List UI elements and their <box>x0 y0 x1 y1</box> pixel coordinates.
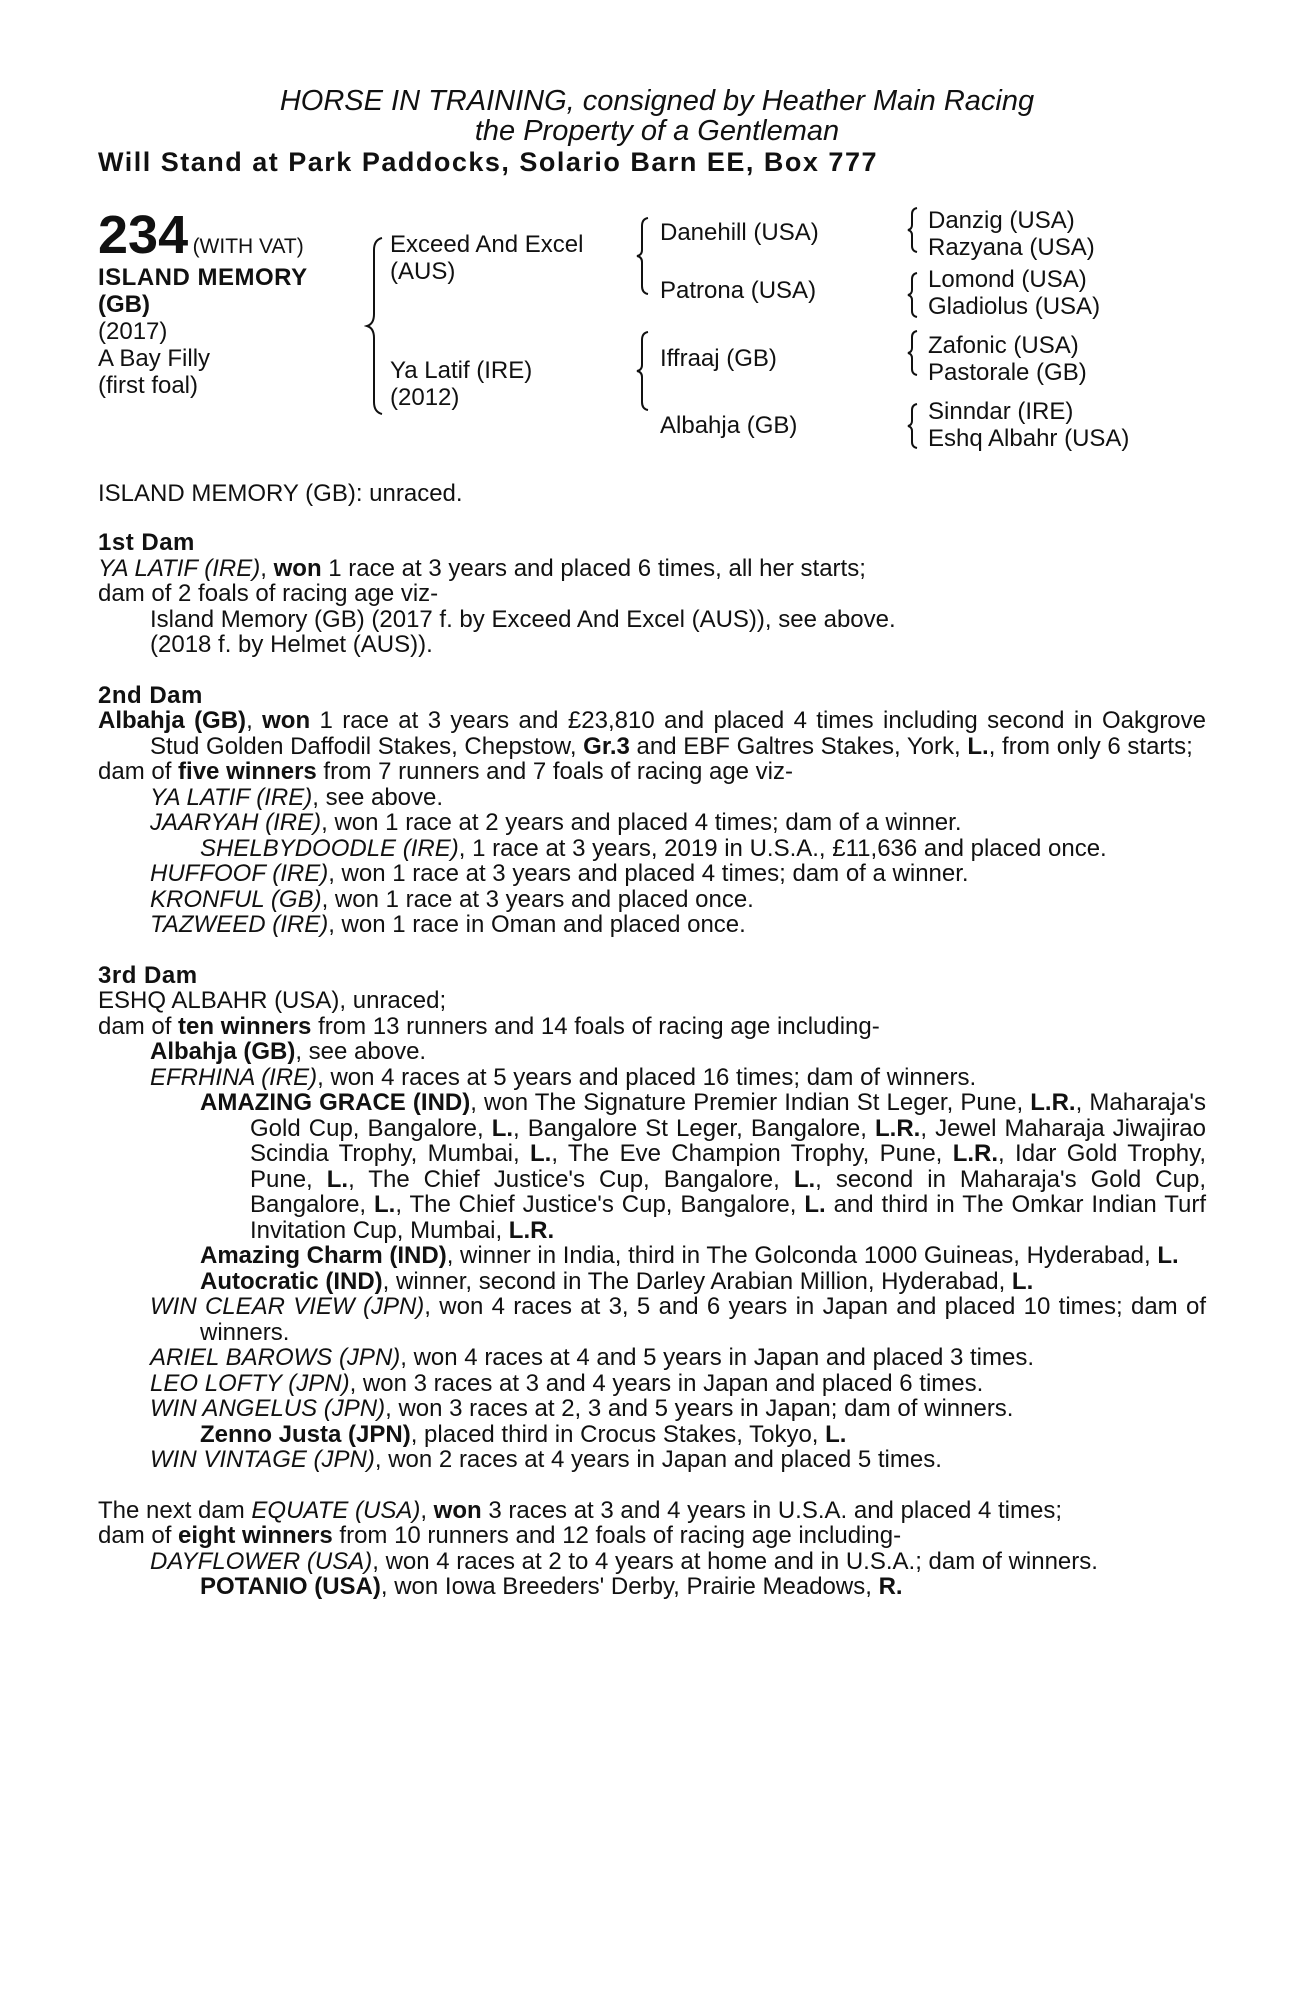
first-dam-heading: 1st Dam <box>98 529 195 556</box>
horse-name: ISLAND MEMORY <box>98 264 308 291</box>
header-line-2: the Property of a Gentleman <box>474 115 840 147</box>
produce-jaaryah: JAARYAH (IRE), won 1 race at 2 years and placed 4 times; dam of a winner. <box>150 809 962 836</box>
catalogue-body <box>98 530 1206 1600</box>
dam-line-brace <box>634 330 652 412</box>
produce-autocratic: Autocratic (IND), winner, second in The Darley Arabian Million, Hyderabad, L. <box>200 1267 1034 1295</box>
produce-huffoof: HUFFOOF (IRE), won 1 race at 3 years and placed 4 times; dam of a winner. <box>150 860 969 887</box>
produce-ariel-barows: ARIEL BAROWS (JPN), won 4 races at 4 and 5 years in Japan and placed 3 times. <box>150 1344 1034 1371</box>
pedigree-sire-sire: Danehill (USA) <box>660 219 819 246</box>
first-dam-foals: dam of 2 foals of racing age viz- <box>98 580 439 607</box>
next-dam-line: The next dam EQUATE (USA), won 3 races at 3 and 4 years in U.S.A. and placed 4 times; <box>98 1496 1062 1524</box>
produce-tazweed: TAZWEED (IRE), won 1 race in Oman and placed once. <box>150 911 746 938</box>
second-dam-produce-summary: dam of five winners from 7 runners and 7 foals of racing age viz- <box>98 758 794 785</box>
pedigree-sire-dam: Patrona (USA) <box>660 277 817 304</box>
produce-ya-latif: YA LATIF (IRE), see above. <box>150 783 444 811</box>
pedigree-dam-dam: Albahja (GB) <box>660 412 798 439</box>
produce-kronful: KRONFUL (GB), won 1 race at 3 years and placed once. <box>150 885 754 913</box>
first-dam-produce-2: (2018 f. by Helmet (AUS)). <box>150 631 433 658</box>
pedigree-gen3-b: Lomond (USA) Gladiolus (USA) <box>928 266 1101 320</box>
produce-shelbydoodle: SHELBYDOODLE (IRE), 1 race at 3 years, 2019 in U.S.A., £11,636 and placed once. <box>200 834 1107 862</box>
horse-desc: A Bay Filly <box>98 345 211 372</box>
third-dam-line: ESHQ ALBAHR (USA), unraced; <box>98 987 447 1014</box>
produce-dayflower: DAYFLOWER (USA), won 4 races at 2 to 4 years at home and in U.S.A.; dam of winners. <box>150 1547 1098 1575</box>
third-dam-heading: 3rd Dam <box>98 961 198 989</box>
danehill-brace <box>905 206 921 254</box>
horse-note: (first foal) <box>98 372 199 399</box>
race-summary: ISLAND MEMORY (GB): unraced. <box>98 480 463 507</box>
pedigree-sire: Exceed And Excel (AUS) <box>390 231 584 285</box>
header-line-3: Will Stand at Park Paddocks, Solario Barn EE, Box 777 <box>98 147 878 177</box>
produce-amazing-grace: AMAZING GRACE (IND), won The Signature Premier Indian St Leger, Pune, L.R., Maharaja's Gold Cup, Bangalore, L., Bangalore St Leger, Bangalore, L.R., Jewel Maharaja Jiwajirao Scindia Trophy, Mumbai, L., The Eve Champion Trophy, Pune, L.R., Idar Gold Trophy, Pune, L., The Chief Justice's Cup, Bangalore, L., second in Maharaja's Gold Cup, Bangalore, L., The Chief Justice's Cup, Bangalore, L. and third in The Omkar Indian Turf Invitation Cup, Mumbai, L.R. <box>200 1089 1207 1244</box>
lot-number: 234 <box>98 205 189 265</box>
second-dam-heading: 2nd Dam <box>98 681 203 709</box>
vat-note: (WITH VAT) <box>192 235 304 258</box>
pedigree-gen3-d: Sinndar (IRE) Eshq Albahr (USA) <box>928 398 1130 452</box>
third-dam-produce-summary: dam of ten winners from 13 runners and 14 foals of racing age including- <box>98 1012 880 1040</box>
albahja-brace <box>905 402 921 450</box>
horse-origin: (GB) <box>98 291 150 318</box>
header-line-1: HORSE IN TRAINING, consigned by Heather Main Racing <box>279 85 1035 117</box>
produce-leo-lofty: LEO LOFTY (JPN), won 3 races at 3 and 4 years in Japan and placed 6 times. <box>150 1369 984 1397</box>
iffraaj-brace <box>905 329 921 377</box>
produce-zenno-justa: Zenno Justa (JPN), placed third in Crocus Stakes, Tokyo, L. <box>200 1420 847 1448</box>
produce-win-angelus: WIN ANGELUS (JPN), won 3 races at 2, 3 and 5 years in Japan; dam of winners. <box>150 1395 1014 1422</box>
produce-efrhina: EFRHINA (IRE), won 4 races at 5 years and placed 16 times; dam of winners. <box>150 1063 977 1091</box>
lot-details <box>98 264 308 399</box>
first-dam-line: YA LATIF (IRE), won 1 race at 3 years and placed 6 times, all her starts; <box>98 554 866 582</box>
pedigree-gen3-c: Zafonic (USA) Pastorale (GB) <box>928 332 1087 386</box>
second-dam-line: Albahja (GB), won 1 race at 3 years and £23,810 and placed 4 times including second in Oakgrove Stud Golden Daffodil Stakes, Chepstow, Gr.3 and EBF Galtres Stakes, York, L., from only 6 starts; <box>98 707 1207 760</box>
next-dam-produce-summary: dam of eight winners from 10 runners and 12 foals of racing age including- <box>98 1522 902 1549</box>
produce-win-clear-view: WIN CLEAR VIEW (JPN), won 4 races at 3, 5 and 6 years in Japan and placed 10 times; dam of winners. <box>150 1293 1206 1346</box>
produce-potanio: POTANIO (USA), won Iowa Breeders' Derby, Prairie Meadows, R. <box>200 1573 903 1600</box>
horse-year: (2017) <box>98 318 168 345</box>
produce-albahja: Albahja (GB), see above. <box>150 1038 427 1065</box>
pedigree-dam-sire: Iffraaj (GB) <box>660 345 777 372</box>
sire-dam-brace <box>364 236 386 416</box>
sire-line-brace <box>634 216 652 296</box>
pedigree-gen3-a: Danzig (USA) Razyana (USA) <box>928 207 1095 261</box>
produce-amazing-charm: Amazing Charm (IND), winner in India, third in The Golconda 1000 Guineas, Hyderabad, L. <box>200 1242 1179 1269</box>
patrona-brace <box>905 271 921 319</box>
lot-number-row <box>98 205 304 265</box>
produce-win-vintage: WIN VINTAGE (JPN), won 2 races at 4 years in Japan and placed 5 times. <box>150 1446 942 1473</box>
first-dam-produce-1: Island Memory (GB) (2017 f. by Exceed And Excel (AUS)), see above. <box>150 605 896 633</box>
pedigree-dam: Ya Latif (IRE) (2012) <box>390 357 533 411</box>
